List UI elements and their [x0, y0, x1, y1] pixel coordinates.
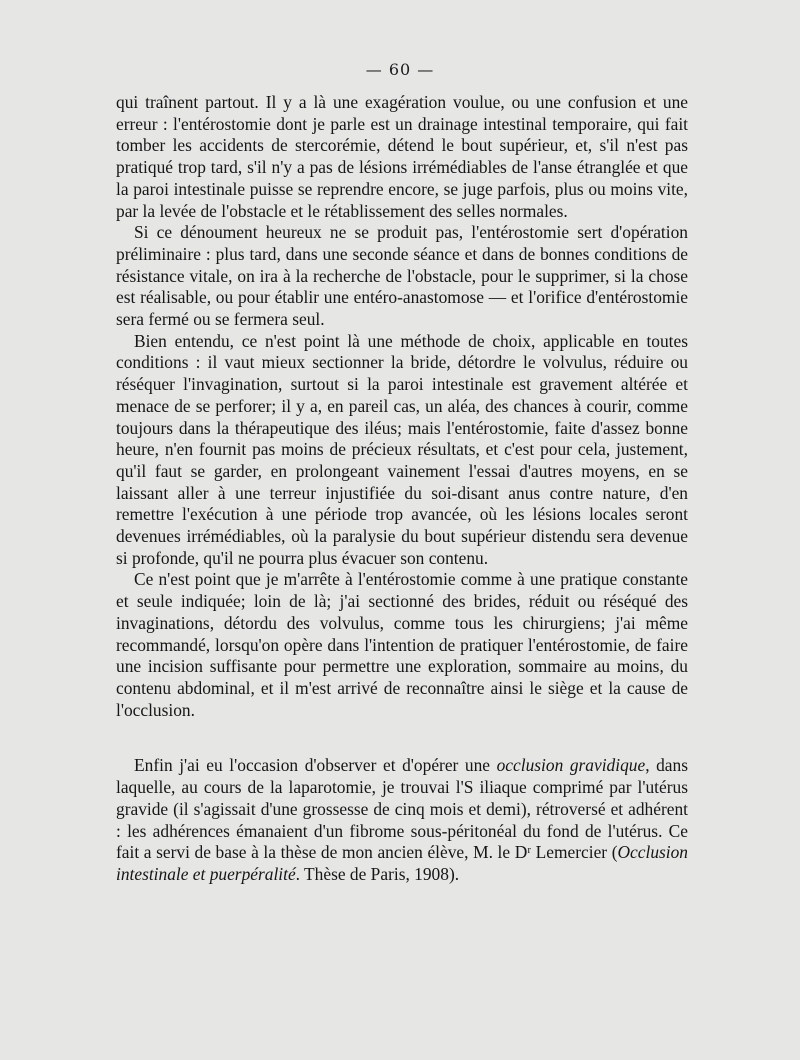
page-number: — 60 — — [365, 60, 435, 79]
body-text — [116, 92, 688, 886]
paragraph-occlusion-gravidique — [116, 755, 688, 885]
paragraph-pratique-constante: Ce n'est point que je m'arrête à l'entérostomie comme à une pratique constante et seule indiquée; loin de là; j'ai sectionné des brides, réduit ou réséqué des invaginations, détordu des volvulus, comme tous les chirurgiens; j'ai même recommandé, lorsqu'on opère dans l'intention de pratiquer l'entérostomie, de faire une incision suffisante pour permettre une exploration, sommaire au moins, du contenu abdominal, et il m'est arrivé de reconnaître ainsi le siège et la cause de l'occlusion. — [116, 569, 688, 720]
paragraph-text-after: . Thèse de Paris, 1908). — [295, 863, 460, 884]
term-occlusion-gravidique: occlusion gravidique — [496, 755, 646, 776]
paragraph-denouement: Si ce dénoument heureux ne se produit pas, l'entérostomie sert d'opération préliminaire : plus tard, dans une seconde séance et dans de bonnes conditions de résistance vitale, on ira à la recherche de l'obstacle, pour le supprimer, si la chose est réalisable, ou pour établir une entéro-anastomose — et l'orifice d'entérostomie sera fermé ou se fermera seul. — [116, 222, 688, 330]
paragraph-methode-de-choix: Bien entendu, ce n'est point là une méthode de choix, applicable en toutes conditions : il vaut mieux sectionner la bride, détordre le volvulus, réduire ou réséquer l'invagination, surtout si la paroi intestinale est gravement altérée et menace de se perforer; il y a, en pareil cas, un aléa, des chances à courir, comme toujours dans la thérapeutique des iléus; mais l'entérostomie, faite d'assez bonne heure, n'en fournit pas moins de précieux résultats, et c'est pour cela, justement, qu'il faut se garder, en prolongeant vainement l'essai d'autres moyens, en se laissant aller à une terreur injustifiée du soi-disant anus contre nature, d'en remettre l'exécution à une période trop avancée, où les lésions locales seront devenues irrémédiables, où la paralysie du bout supérieur distendu sera devenue si profonde, qu'il ne pourra plus évacuer son contenu. — [116, 330, 688, 568]
paragraph-continuation: qui traînent partout. Il y a là une exagération voulue, ou une confusion et une erreur : l'entérostomie dont je parle est un drainage intestinal temporaire, qui fait tomber les accidents de stercorémie, détend le bout supérieur, et, s'il n'est pas pratiqué trop tard, s'il n'y a pas de lésions irrémédiables de l'anse étranglée et que la paroi intestinale puisse se reprendre encore, se juge parfois, plus ou moins vite, par la levée de l'obstacle et le rétablissement des selles normales. — [116, 92, 688, 221]
thesis-title: Occlusion intestinale et puerpéralité — [116, 842, 688, 884]
paragraph-text-middle: , dans laquelle, au cours de la laparotomie, je trouvai l'S iliaque comprimé par l'utérus gravide (il s'agissait d'une grossesse de cinq mois et demi), rétroversé et adhérent : les adhérences émanaient d'un fibrome sous-péritonéal du fond de l'utérus. Ce fait a servi de base à la thèse de mon ancien élève, M. le Dʳ Lemercier ( — [116, 755, 688, 863]
paragraph-text-before: Enfin j'ai eu l'occasion d'observer et d'opérer une — [134, 755, 497, 776]
